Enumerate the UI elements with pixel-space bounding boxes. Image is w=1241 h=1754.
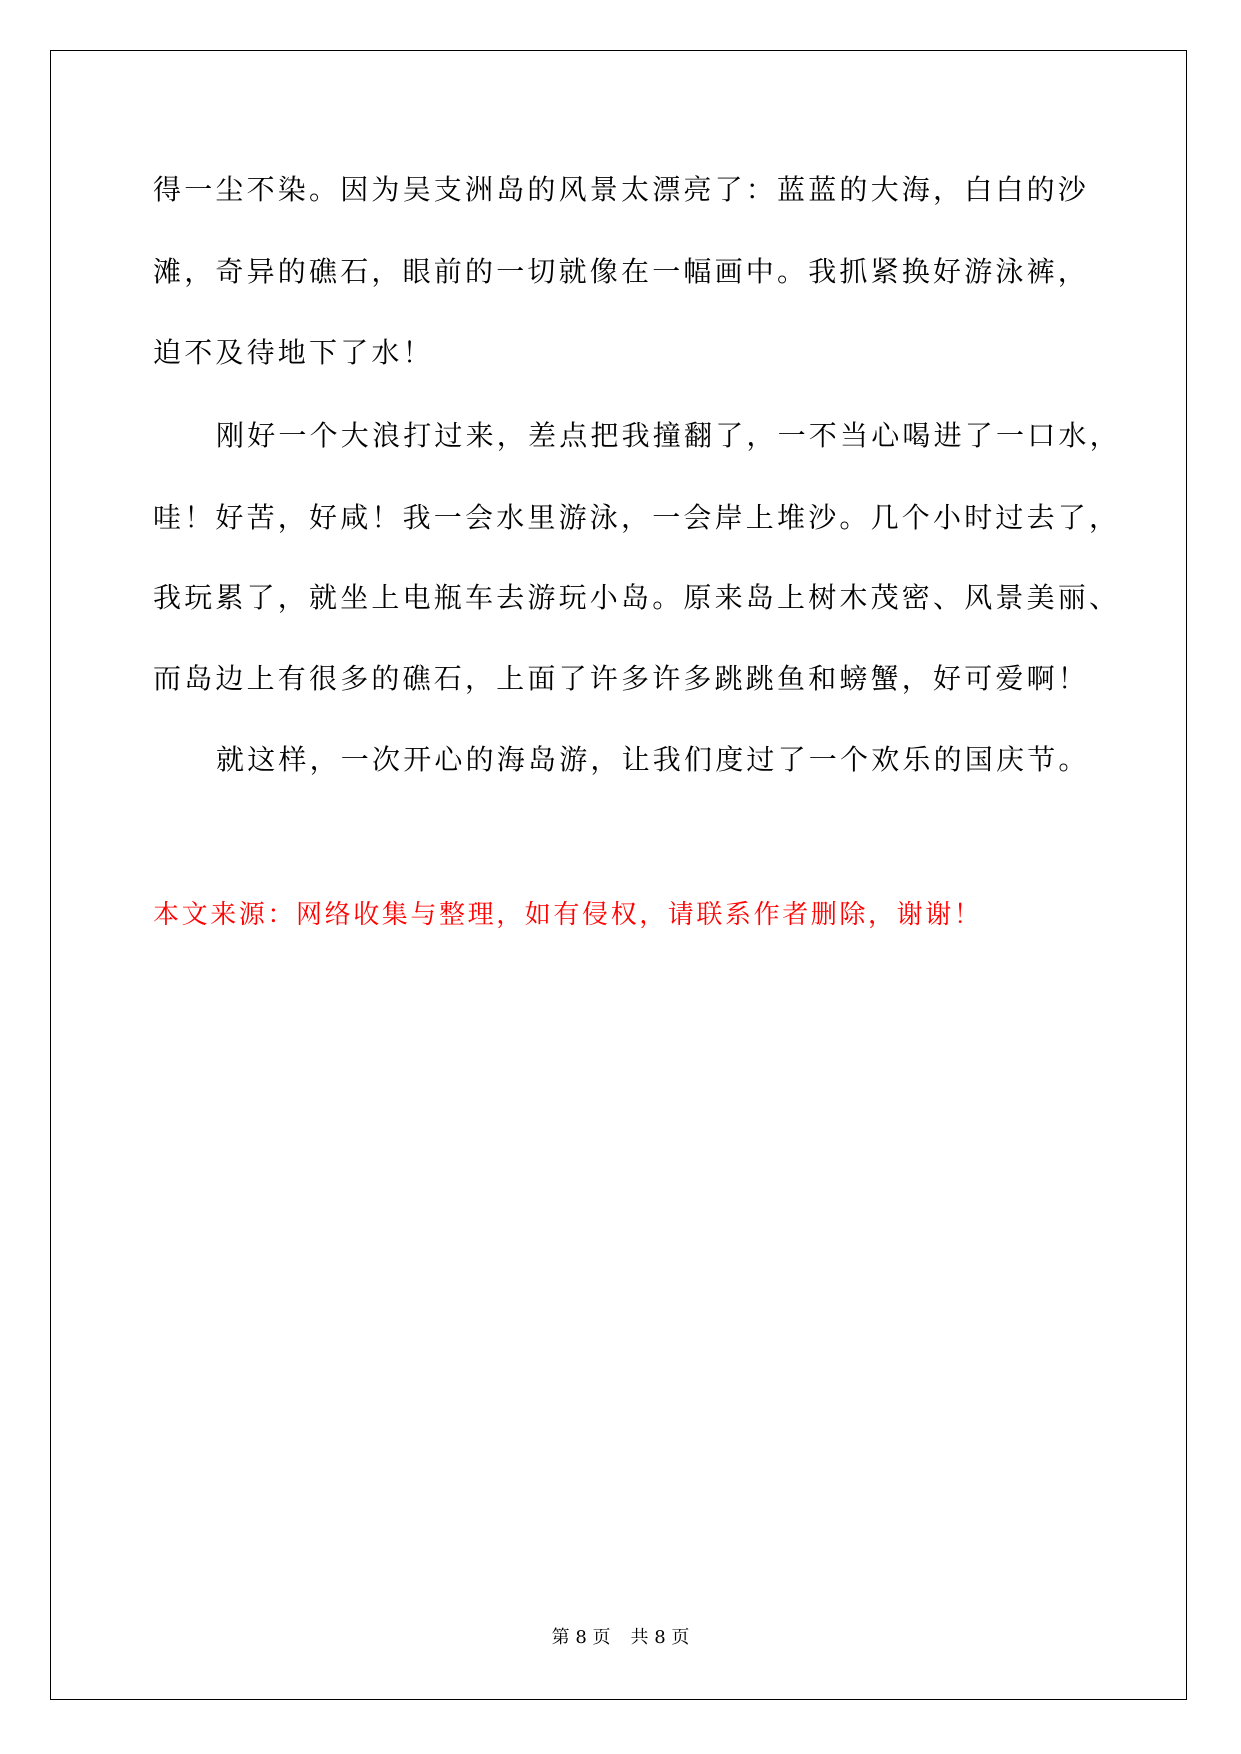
page-border [50, 50, 1187, 1700]
body-text-line: 而岛边上有很多的礁石，上面了许多许多跳跳鱼和螃蟹，好可爱啊！ [153, 662, 1090, 695]
body-text-line: 迫不及待地下了水！ [153, 336, 434, 369]
body-text-line: 得一尘不染。因为吴支洲岛的风景太漂亮了：蓝蓝的大海，白白的沙 [153, 173, 1090, 206]
page-footer [0, 1626, 1241, 1650]
body-text-line: 哇！好苦，好咸！我一会水里游泳，一会岸上堆沙。几个小时过去了， [153, 501, 1121, 534]
body-text-line: 就这样，一次开心的海岛游，让我们度过了一个欢乐的国庆节。 [216, 743, 1090, 776]
body-text-line: 我玩累了，就坐上电瓶车去游玩小岛。原来岛上树木茂密、风景美丽、 [153, 581, 1121, 614]
body-text-line: 刚好一个大浪打过来，差点把我撞翻了，一不当心喝进了一口水， [216, 419, 1121, 452]
source-note: 本文来源：网络收集与整理，如有侵权，请联系作者删除，谢谢！ [153, 900, 983, 930]
body-text-line: 滩，奇异的礁石，眼前的一切就像在一幅画中。我抓紧换好游泳裤， [153, 255, 1090, 288]
current-page-number: 第 8 页 [551, 1627, 611, 1648]
total-page-count: 共 8 页 [630, 1627, 690, 1648]
